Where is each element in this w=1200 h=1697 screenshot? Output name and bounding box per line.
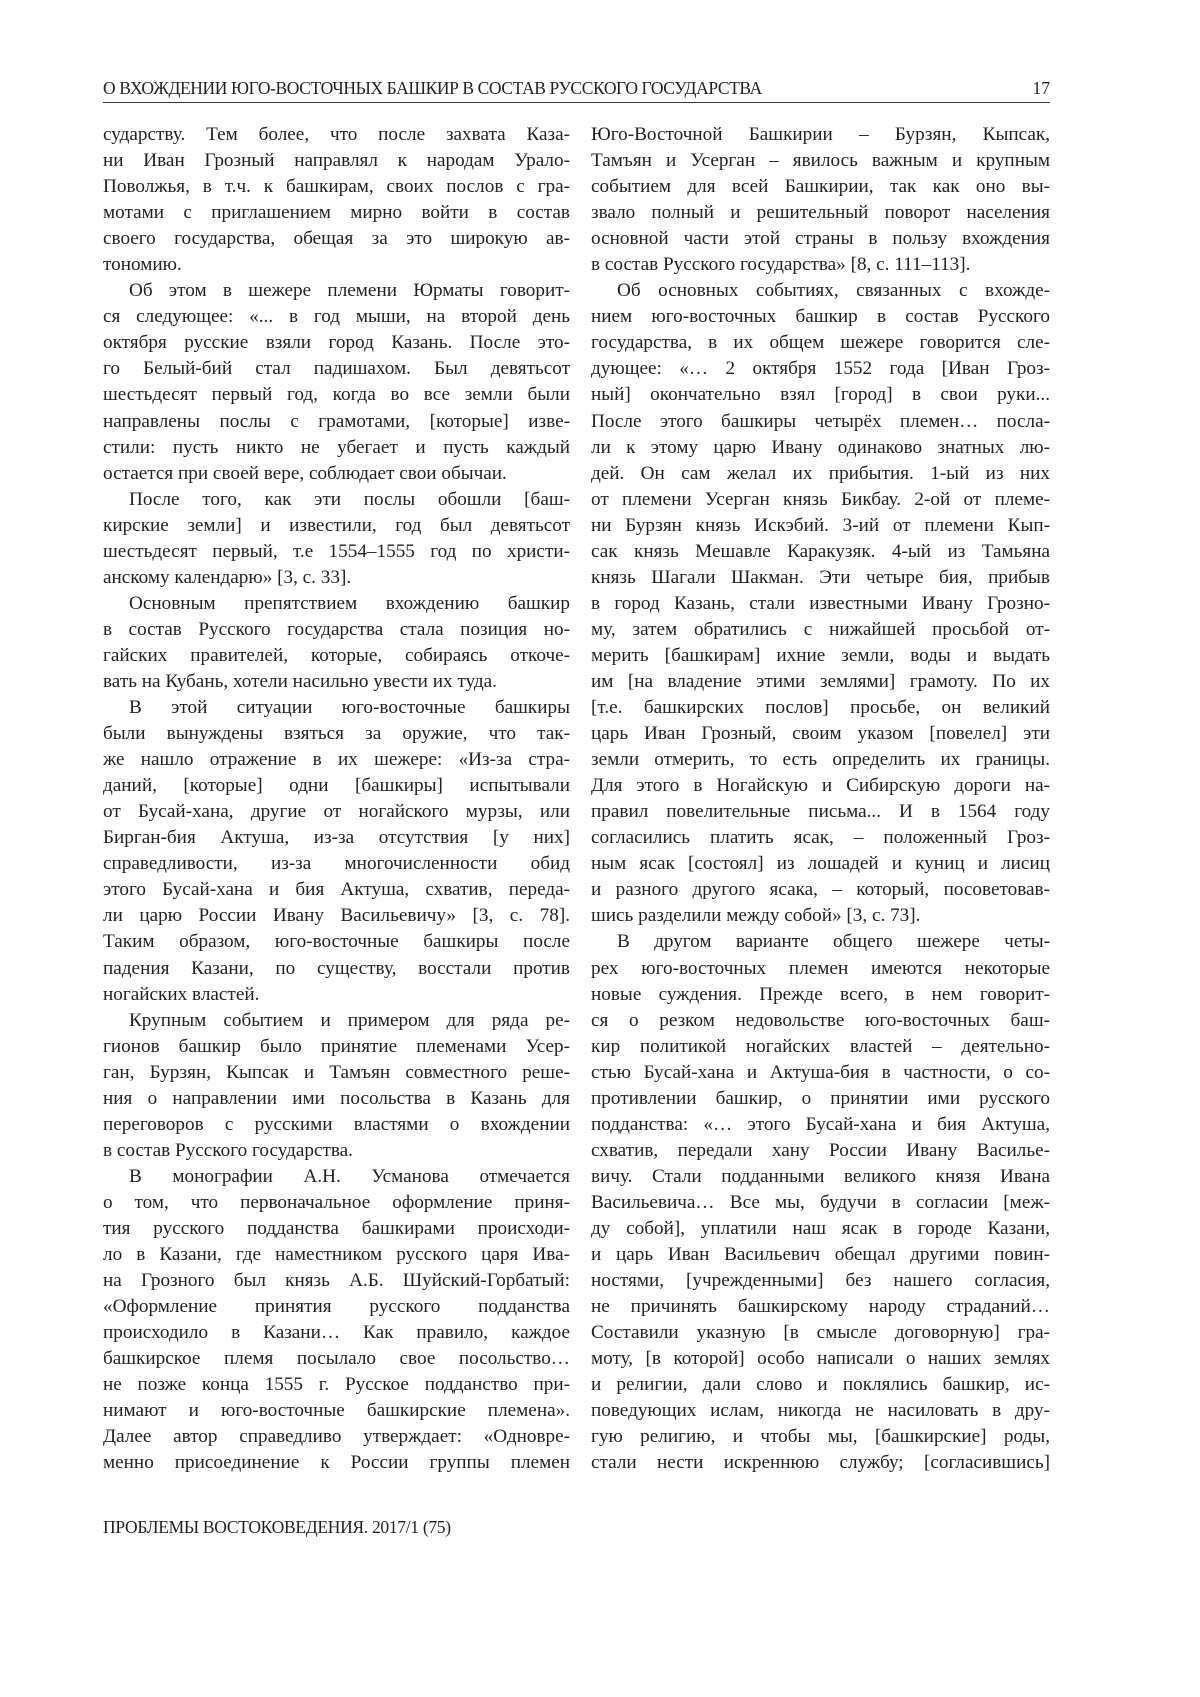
text-line: о том, что первоначальное оформление приня- <box>103 1191 570 1213</box>
text-line: нием юго-восточных башкир в состав Русского <box>591 306 1050 328</box>
text-line: Основным препятствием вхождению башкир <box>129 592 570 614</box>
text-line: Таким образом, юго-восточные башкиры после <box>103 931 570 953</box>
text-line: сударству. Тем более, что после захвата Каза- <box>103 124 570 145</box>
text-line: в состав Русского государства. <box>103 1139 353 1161</box>
text-line: ло в Казани, где наместником русского царя Ива- <box>103 1244 570 1266</box>
text-line: кир политикой ногайских властей – деятельно- <box>591 1035 1050 1057</box>
text-line: ногайских властей. <box>103 983 260 1005</box>
text-column-right <box>591 122 1050 1476</box>
text-line: Васильевича… Все мы, будучи в согласии [меж- <box>591 1191 1050 1213</box>
text-line: дей. Он сам желал их прибытия. 1-ый из них <box>591 462 1050 484</box>
text-line: октября русские взяли город Казань. После это- <box>103 332 570 354</box>
text-line: этого Бусай-хана и бия Актуша, схватив, переда- <box>103 879 570 901</box>
text-line: ли царю России Ивану Васильевичу» [3, с. 78]. <box>103 905 570 927</box>
text-line: ни Бурзян князь Искэбий. 3-ий от племени Кып- <box>591 514 1050 536</box>
text-line: моту, [в которой] особо написали о наших землях <box>591 1348 1050 1370</box>
text-line: царь Иван Грозный, своим указом [повелел] эти <box>591 723 1050 745</box>
text-line: мотами с приглашением мирно войти в состав <box>103 202 570 224</box>
paragraph <box>103 591 570 695</box>
text-line: падения Казани, по существу, восстали против <box>103 957 570 979</box>
paragraph <box>103 487 570 591</box>
text-line: поведующих ислам, никогда не насиловать в дру- <box>591 1400 1050 1422</box>
text-line: шестьдесят первый год, когда во все земли были <box>103 384 570 406</box>
header-divider <box>103 102 1050 103</box>
text-line: государства, в их общем шежере говорится сле- <box>591 332 1050 354</box>
paragraph <box>591 278 1050 929</box>
text-line: го Белый-бий стал падишахом. Был девятьсот <box>103 358 570 380</box>
text-line: ным ясак [состоял] из лошадей и куниц и лисиц <box>591 853 1050 875</box>
text-line: схватив, передали хану России Ивану Василье- <box>591 1139 1050 1161</box>
text-line: звало полный и решительный поворот населения <box>591 202 1050 224</box>
text-line: справедливости, из-за многочисленности обид <box>103 853 570 875</box>
text-line: шестьдесят первый, т.е 1554–1555 год по христи- <box>103 540 570 562</box>
paragraph <box>103 278 570 486</box>
journal-footer: ПРОБЛЕМЫ ВОСТОКОВЕДЕНИЯ. 2017/1 (75) <box>103 1517 451 1537</box>
text-line: Юго-Восточной Башкирии – Бурзян, Кыпсак, <box>591 124 1050 145</box>
text-line: противлении башкир, о принятии ими русского <box>591 1087 1050 1109</box>
text-line: рех юго-восточных племен имеются некоторые <box>591 957 1050 979</box>
text-line: гионов башкир было принятие племенами Усер- <box>103 1035 570 1057</box>
text-line: в город Казань, стали известными Ивану Грозно- <box>591 592 1050 614</box>
text-line: происходило в Казани… Как правило, каждое <box>103 1322 570 1344</box>
text-line: в состав Русского государства» [8, с. 111–113]. <box>591 254 971 276</box>
text-line: даний, [которые] одни [башкиры] испытывали <box>103 775 570 797</box>
text-line: В этой ситуации юго-восточные башкиры <box>129 697 570 719</box>
paragraph <box>591 122 1050 278</box>
text-line: от Бусай-хана, другие от ногайского мурзы, или <box>103 801 570 823</box>
text-line: на Грозного был князь А.Б. Шуйский-Горбатый: <box>103 1270 570 1292</box>
text-line: им [на владение этими землями] грамоту. По их <box>591 670 1050 692</box>
text-line: ния о направлении ими посольства в Казань для <box>103 1087 570 1109</box>
text-line: шись разделили между собой» [3, с. 73]. <box>591 905 921 927</box>
text-line: событием для всей Башкирии, так как оно вы- <box>591 176 1050 198</box>
page-number: 17 <box>1032 78 1050 98</box>
text-line: остается при своей вере, соблюдает свои обычаи. <box>103 462 507 484</box>
text-line: башкирское племя посылало свое посольство… <box>103 1348 570 1370</box>
text-column-left <box>103 122 570 1476</box>
text-line: новые суждения. Прежде всего, в нем говорит- <box>591 983 1050 1005</box>
text-line: После того, как эти послы обошли [баш- <box>129 488 570 510</box>
paragraph <box>103 1164 570 1477</box>
text-line: «Оформление принятия русского подданства <box>103 1296 570 1318</box>
text-line: дующее: «… 2 октября 1552 года [Иван Гроз- <box>591 358 1050 380</box>
text-line: После этого башкиры четырёх племен… посла- <box>591 410 1050 432</box>
text-line: В другом варианте общего шежере четы- <box>617 931 1050 953</box>
text-line: стали нести искреннюю службу; [согласившись] <box>591 1452 1050 1474</box>
text-line: ган, Бурзян, Кыпсак и Тамъян совместного реше- <box>103 1061 570 1083</box>
text-line: му, затем обратились с нижайшей просьбой от- <box>591 618 1050 640</box>
text-line: гайских правителей, которые, собираясь откоче- <box>103 644 570 666</box>
text-line: переговоров с русскими властями о вхождении <box>103 1113 570 1135</box>
text-line: основной части этой страны в пользу вхождения <box>591 228 1050 250</box>
text-line: Об этом в шежере племени Юрматы говорит- <box>129 280 570 302</box>
text-line: и разного другого ясака, – который, посоветовав- <box>591 879 1050 901</box>
text-line: Бирган-бия Актуша, из-за отсутствия [у них] <box>103 827 570 849</box>
text-line: кирские земли] и известили, год был девятьсот <box>103 514 570 536</box>
text-line: согласились платить ясак, – положенный Гроз- <box>591 827 1050 849</box>
text-line: менно присоединение к России группы племен <box>103 1452 570 1474</box>
text-line: ный] окончательно взял [город] в свои руки... <box>591 384 1050 406</box>
text-line: были вынуждены взяться за оружие, что так- <box>103 723 570 745</box>
text-line: Для этого в Ногайскую и Сибирскую дороги на- <box>591 775 1050 797</box>
text-line: не позже конца 1555 г. Русское подданство при- <box>103 1374 570 1396</box>
text-line: вичу. Стали подданными великого князя Ивана <box>591 1165 1050 1187</box>
text-line: и религии, дали слово и поклялись башкир, ис- <box>591 1374 1050 1396</box>
text-line: направлены послы с грамотами, [которые] изве- <box>103 410 570 432</box>
text-line: тономию. <box>103 254 182 276</box>
text-line: ностями, [учрежденными] без нашего согласия, <box>591 1270 1050 1292</box>
text-line: ни Иван Грозный направлял к народам Урало- <box>103 150 570 172</box>
text-line: вать на Кубань, хотели насильно увести их туда. <box>103 670 497 692</box>
text-line: В монографии А.Н. Усманова отмечается <box>129 1165 570 1187</box>
text-line: сак князь Мешавле Каракузяк. 4-ый из Тамьяна <box>591 540 1050 562</box>
text-line: подданства: «… этого Бусай-хана и бия Актуша, <box>591 1113 1050 1135</box>
text-line: ся следующее: «... в год мыши, на второй день <box>103 306 570 328</box>
text-line: земли отмерить, то есть определить их границы. <box>591 749 1050 771</box>
text-line: стили: пусть никто не убегает и пусть каждый <box>103 436 570 458</box>
paragraph <box>103 1008 570 1164</box>
text-line: же нашло отражение в их шежере: «Из-за стра- <box>103 749 570 771</box>
text-line: [т.е. башкирских послов] просьбе, он великий <box>591 697 1050 719</box>
paragraph <box>591 929 1050 1476</box>
text-line: Тамъян и Усерган – явилось важным и крупным <box>591 150 1050 172</box>
text-line: не причинять башкирскому народу страданий… <box>591 1296 1050 1318</box>
text-line: анскому календарю» [3, с. 33]. <box>103 566 352 588</box>
text-line: нимают и юго-восточные башкирские племена». <box>103 1400 570 1422</box>
text-line: ду собой], уплатили наш ясак в городе Казани, <box>591 1217 1050 1239</box>
text-line: от племени Усерган князь Бикбау. 2-ой от племе- <box>591 488 1050 510</box>
text-line: мерить [башкирам] ихние земли, воды и выдать <box>591 644 1050 666</box>
text-line: князь Шагали Шакман. Эти четыре бия, прибыв <box>591 566 1050 588</box>
text-line: Далее автор справедливо утверждает: «Одновре- <box>103 1426 570 1448</box>
running-header-title: О ВХОЖДЕНИИ ЮГО-ВОСТОЧНЫХ БАШКИР В СОСТАВ РУССКОГО ГОСУДАРСТВА <box>103 78 762 98</box>
text-line: правил повелительные письма... И в 1564 году <box>591 801 1050 823</box>
paragraph <box>103 122 570 278</box>
text-line: Об основных событиях, связанных с вхожде- <box>617 280 1050 302</box>
text-line: Крупным событием и примером для ряда ре- <box>129 1009 570 1031</box>
text-line: и царь Иван Васильевич обещал другими повин- <box>591 1244 1050 1266</box>
text-line: в состав Русского государства стала позиция но- <box>103 618 570 640</box>
text-line: ся о резком недовольстве юго-восточных баш- <box>591 1009 1050 1031</box>
text-line: стью Бусай-хана и Актуша-бия в частности, о со- <box>591 1061 1050 1083</box>
text-line: ли к этому царю Ивану одинаково знатных лю- <box>591 436 1050 458</box>
text-line: своего государства, обещая за это широкую ав- <box>103 228 570 250</box>
text-line: Составили указную [в смысле договорную] гра- <box>591 1322 1050 1344</box>
text-line: тия русского подданства башкирами происходи- <box>103 1217 570 1239</box>
text-line: Поволжья, в т.ч. к башкирам, своих послов с гра- <box>103 176 570 198</box>
paragraph <box>103 695 570 1008</box>
text-line: гую религию, и чтобы мы, [башкирские] роды, <box>591 1426 1050 1448</box>
